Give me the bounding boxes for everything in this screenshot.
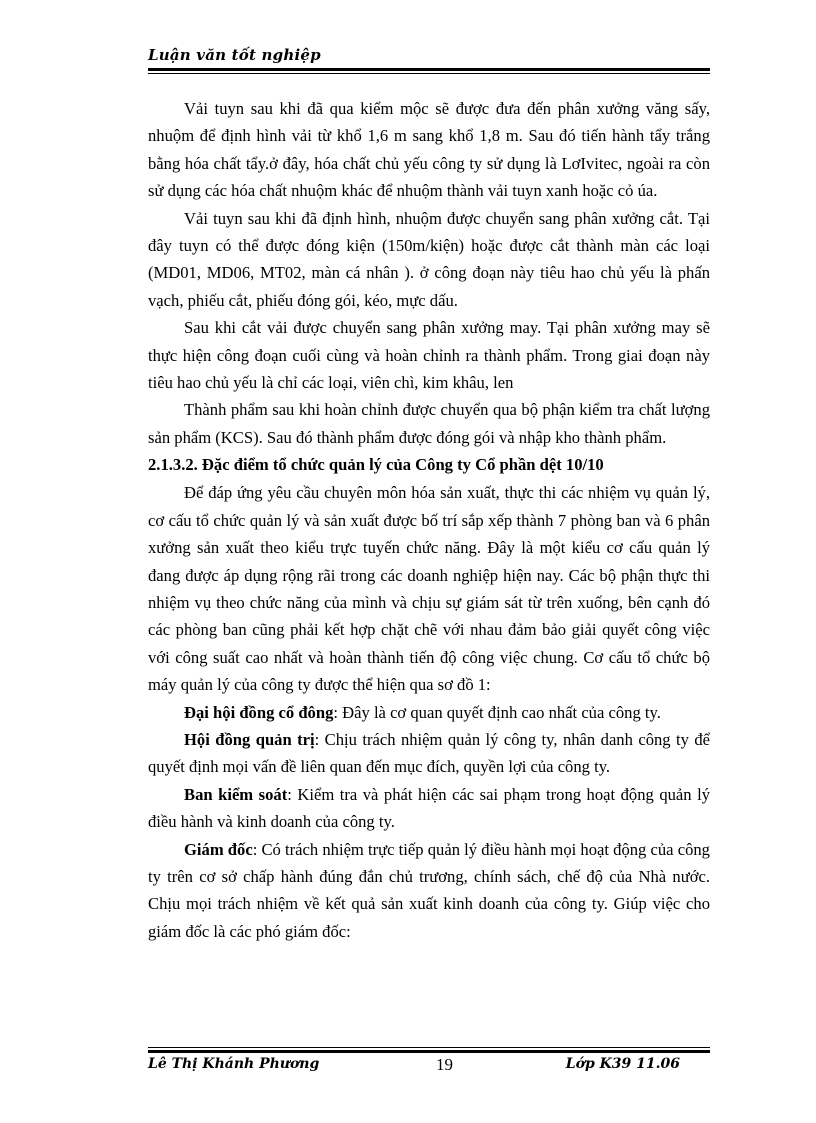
- term-supervisory: Ban kiểm soát: [184, 784, 288, 804]
- text-board: : Chịu trách nhiệm quản lý công ty, nhân danh công ty để quyết định mọi vấn đề liên quan đến mục đích, quyền lợi của công ty.: [148, 729, 711, 777]
- footer-author: Lê Thị Khánh Phương: [148, 1056, 320, 1072]
- header-rule-thick: [148, 68, 710, 71]
- term-board: Hội đồng quản trị: [184, 729, 315, 749]
- text-shareholders: : Đây là cơ quan quyết định cao nhất của công ty.: [333, 702, 661, 722]
- page-number: 19: [436, 1055, 453, 1074]
- page-body: [148, 95, 710, 945]
- footer-class: Lớp K39 11.06: [565, 1056, 680, 1072]
- header-rule-thin: [148, 73, 710, 74]
- page-header: [148, 46, 710, 64]
- page-footer: [148, 1052, 710, 1080]
- text-supervisory: : Kiểm tra và phát hiện các sai phạm trong hoạt động quản lý điều hành và kinh doanh của công ty.: [148, 784, 710, 832]
- paragraph-1: Vải tuyn sau khi đã qua kiểm mộc sẽ được đưa đến phân xưởng văng sấy, nhuộm để định hình vải từ khổ 1,6 m sang khổ 1,8 m. Sau đó tiến hành tẩy trắng bằng hóa chất tẩy.ở đây, hóa chất chủ yếu công ty sử dụng là LơIvitec, ngoài ra còn sử dụng các hóa chất nhuộm khác để nhuộm thành vải tuyn xanh hoặc cỏ úa.: [148, 99, 710, 201]
- paragraph-4: Thành phẩm sau khi hoàn chỉnh được chuyển qua bộ phận kiểm tra chất lượng sản phẩm (KCS). Sau đó thành phẩm được đóng gói và nhập kho thành phẩm.: [148, 400, 710, 447]
- text-director: : Có trách nhiệm trực tiếp quản lý điều hành mọi hoạt động của công ty trên cơ sở chấp hành đúng đắn chủ trương, chính sách, chế độ của Nhà nước. Chịu mọi trách nhiệm về kết quả sản xuất kinh doanh của công ty. Giúp việc cho giám đốc là các phó giám đốc:: [148, 839, 710, 941]
- term-director: Giám đốc: [184, 839, 253, 859]
- paragraph-5: Để đáp ứng yêu cầu chuyên môn hóa sản xuất, thực thi các nhiệm vụ quản lý, cơ cấu tổ chức quản lý và sản xuất được bố trí sắp xếp thành 7 phòng ban và 6 phân xưởng sản xuất theo kiểu trực tuyến chức năng. Đây là một kiểu cơ cấu quản lý đang được áp dụng rộng rãi trong các doanh nghiệp hiện nay. Các bộ phận thực thi nhiệm vụ theo chức năng của mình và chịu sự giám sát từ trên xuống, bên cạnh đó các phòng ban cũng phải kết hợp chặt chẽ với nhau đảm bảo giải quyết công việc với công suất cao nhất và hoàn thành tiến độ công việc chung. Cơ cấu tổ chức bộ máy quản lý của công ty được thể hiện qua sơ đồ 1:: [148, 483, 710, 695]
- paragraph-supervisory: [148, 781, 710, 836]
- header-title: Luận văn tốt nghiệp: [148, 46, 321, 64]
- paragraph-board: [148, 726, 710, 781]
- footer-rule-thin: [148, 1047, 710, 1048]
- paragraph-3: Sau khi cắt vải được chuyển sang phân xưởng may. Tại phân xưởng may sẽ thực hiện công đoạn cuối cùng và hoàn chỉnh ra thành phẩm. Trong giai đoạn này tiêu hao chủ yếu là chỉ các loại, viên chì, kim khâu, len: [148, 318, 710, 393]
- section-heading: 2.1.3.2. Đặc điểm tổ chức quản lý của Công ty Cổ phần dệt 10/10: [148, 455, 604, 475]
- paragraph-shareholders: [148, 699, 710, 726]
- paragraph-2: Vải tuyn sau khi đã định hình, nhuộm được chuyển sang phân xưởng cắt. Tại đây tuyn có thể được đóng kiện (150m/kiện) hoặc được cắt thành màn các loại (MD01, MD06, MT02, màn cá nhân ). ở công đoạn này tiêu hao chủ yếu là phấn vạch, phiếu cắt, phiếu đóng gói, kéo, mực dấu.: [148, 208, 710, 310]
- term-shareholders: Đại hội đồng cổ đông: [184, 702, 334, 722]
- paragraph-director: [148, 836, 710, 946]
